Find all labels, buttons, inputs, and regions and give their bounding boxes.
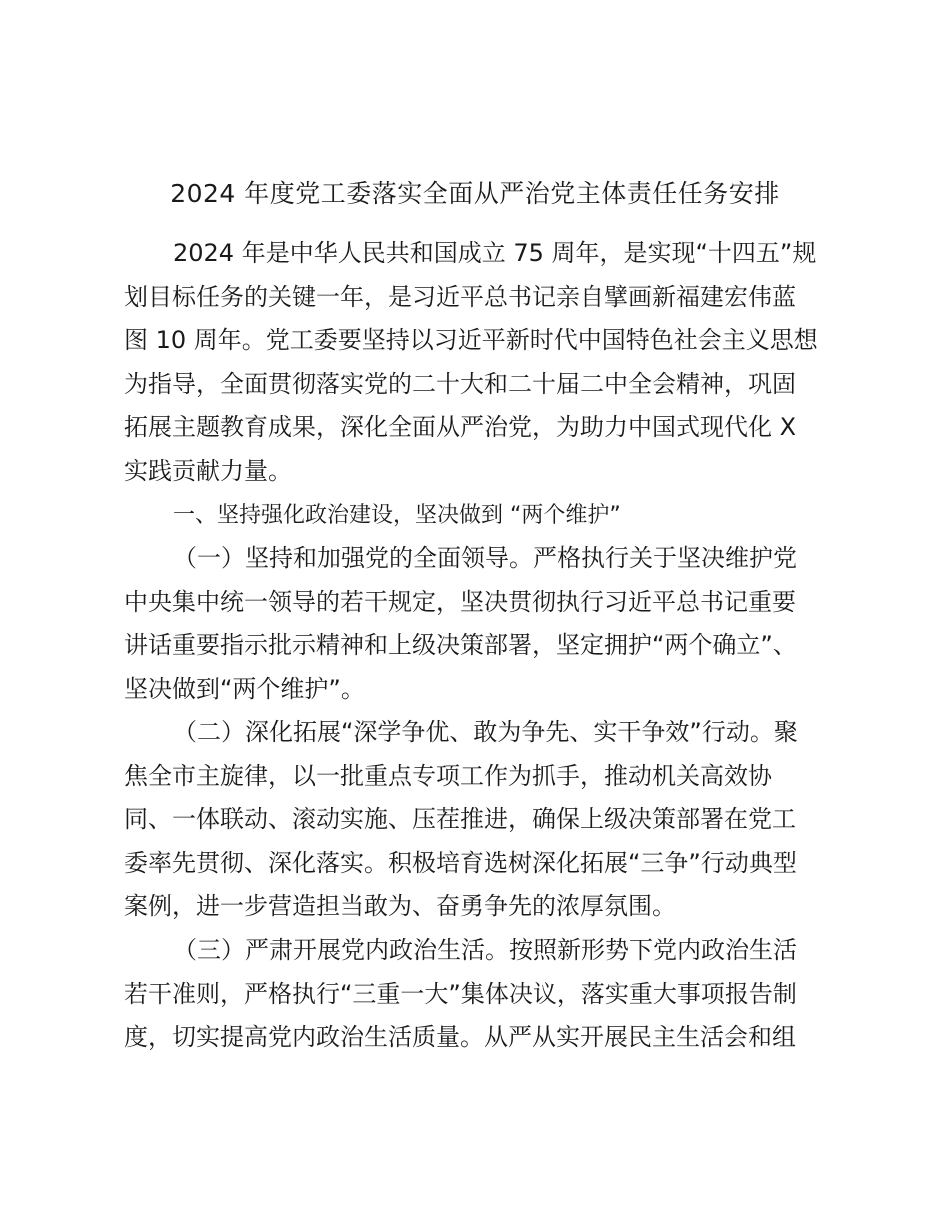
section-heading-1: 一、坚持强化政治建设，坚决做到 “两个维护” bbox=[173, 503, 621, 528]
paragraph-line: 划目标任务的关键一年，是习近平总书记亲自擘画新福建宏伟蓝 bbox=[124, 282, 796, 311]
paragraph-line: 焦全市主旋律，以一批重点专项工作为抓手，推动机关高效协 bbox=[124, 761, 772, 790]
paragraph-line: 图 10 周年。党工委要坚持以习近平新时代中国特色社会主义思想 bbox=[124, 326, 818, 354]
paragraph-line: 为指导，全面贯彻落实党的二十大和二十届二中全会精神，巩固 bbox=[124, 369, 796, 398]
paragraph-line: 拓展主题教育成果，深化全面从严治党，为助力中国式现代化 X bbox=[124, 413, 797, 441]
paragraph-line: 讲话重要指示批示精神和上级决策部署，坚定拥护“两个确立”、 bbox=[124, 631, 797, 659]
paragraph-line: 中央集中统一领导的若干规定，坚决贯彻执行习近平总书记重要 bbox=[124, 587, 796, 616]
document-title: 2024 年度党工委落实全面从严治党主体责任任务安排 bbox=[170, 179, 780, 208]
paragraph-line: 若干准则，严格执行“三重一大”集体决议，落实重大事项报告制 bbox=[124, 979, 797, 1008]
paragraph-line: （二）深化拓展“深学争优、敢为争先、实干争效”行动。聚 bbox=[173, 718, 798, 746]
paragraph-line: （一）坚持和加强党的全面领导。严格执行关于坚决维护党 bbox=[173, 544, 797, 572]
paragraph-line: 同、一体联动、滚动实施、压茬推进，确保上级决策部署在党工 bbox=[124, 805, 796, 833]
intro-paragraph bbox=[124, 232, 818, 493]
paragraph-line: 委率先贯彻、深化落实。积极培育选树深化拓展“三争”行动典型 bbox=[124, 848, 797, 877]
paragraph-line: 案例，进一步营造担当敢为、奋勇争先的浓厚氛围。 bbox=[124, 892, 676, 920]
paragraph-line: 度，切实提高党内政治生活质量。从严从实开展民主生活会和组 bbox=[124, 1023, 796, 1051]
paragraph-line: 2024 年是中华人民共和国成立 75 周年，是实现“十四五”规 bbox=[173, 239, 817, 267]
paragraph-line: 实践贡献力量。 bbox=[124, 456, 292, 485]
item-paragraph-2 bbox=[124, 711, 798, 929]
item-paragraph-1 bbox=[124, 537, 797, 711]
paragraph-line: （三）严肃开展党内政治生活。按照新形势下党内政治生活 bbox=[173, 936, 797, 964]
paragraph-line: 坚决做到“两个维护”。 bbox=[124, 674, 365, 703]
item-paragraph-3 bbox=[124, 929, 797, 1060]
